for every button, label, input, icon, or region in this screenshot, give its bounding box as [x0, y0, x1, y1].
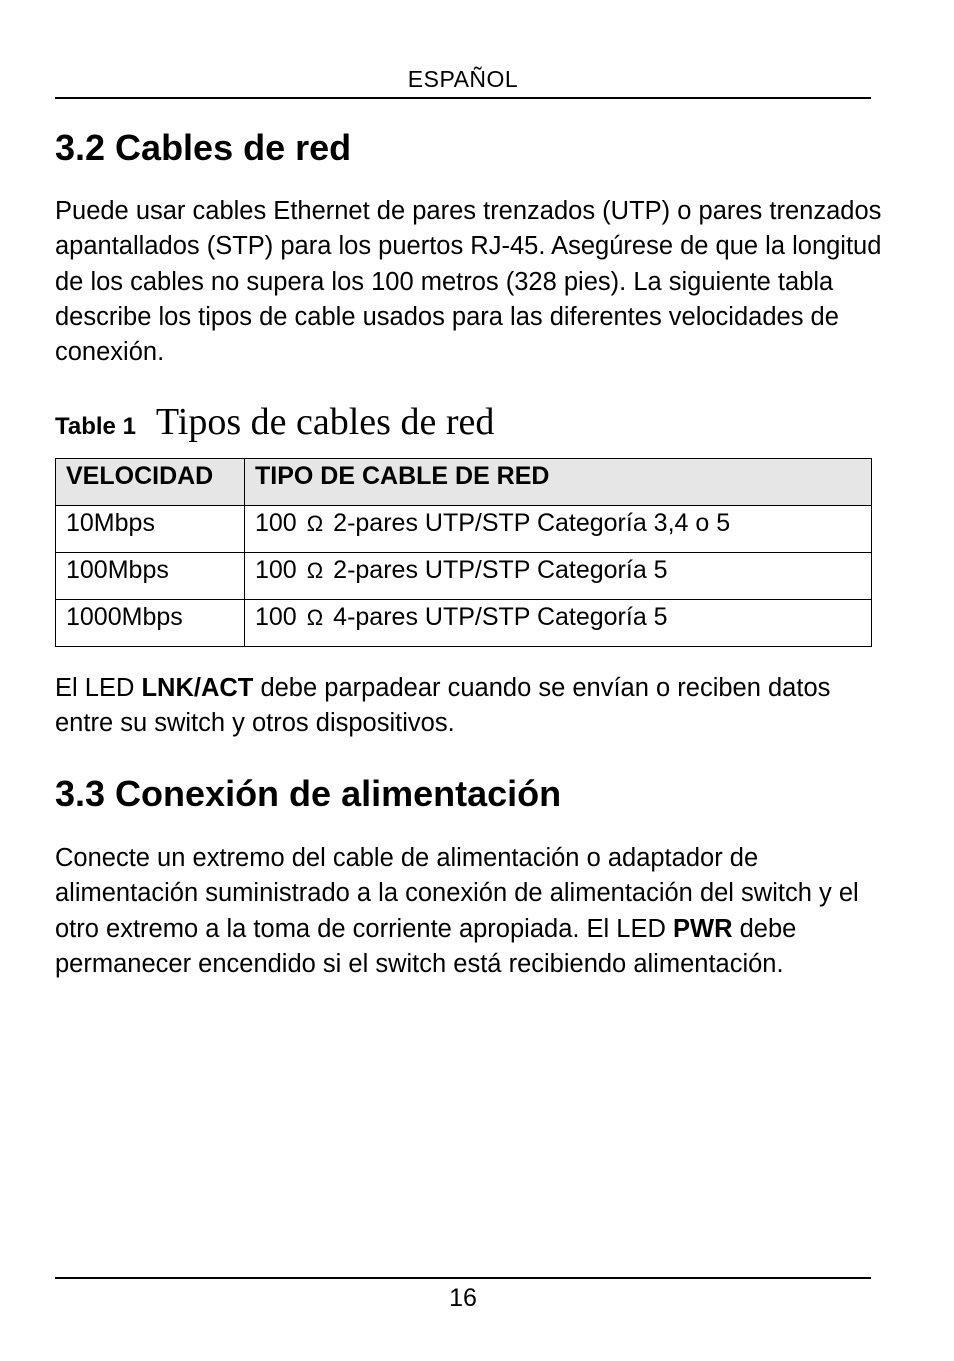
table-header-row [56, 459, 872, 506]
speed-cell: 100Mbps [56, 553, 245, 600]
section-heading-cables: 3.2 Cables de red [55, 127, 352, 168]
impedance-value: 100 [255, 556, 297, 584]
speed-cell: 10Mbps [56, 506, 245, 553]
column-header-cable-type: TIPO DE CABLE DE RED [245, 459, 872, 506]
impedance-value: 100 [255, 603, 297, 631]
power-text-prefix: Conecte un extremo del cable de alimentación o adaptador de alimentación suministrado a la conexión de alimentación del switch y el otro extremo a la toma de corriente apropiada. El LED [55, 844, 859, 943]
cable-description: 2-pares UTP/STP Categoría 5 [333, 556, 668, 584]
cable-type-cell [245, 600, 872, 647]
power-text-suffix: debe permanecer encendido si el switch está recibiendo alimentación. [55, 914, 797, 978]
table-caption-title: Tipos de cables de red [155, 401, 495, 443]
led-note-paragraph [55, 671, 885, 742]
page-number: 16 [449, 1284, 477, 1312]
cable-types-table [55, 458, 872, 647]
header-rule [55, 97, 871, 99]
cable-type-cell [245, 553, 872, 600]
cable-description: 4-pares UTP/STP Categoría 5 [333, 603, 668, 631]
led-note-suffix: debe parpadear cuando se envían o reciben datos entre su switch y otros dispositivos. [55, 674, 831, 738]
footer-rule [55, 1277, 871, 1279]
cable-type-cell [245, 506, 872, 553]
cables-intro-paragraph: Puede usar cables Ethernet de pares trenzados (UTP) o pares trenzados apantallados (STP) para los puertos RJ-45. Asegúrese de que la longitud de los cables no supera los 100 metros (328 pies). La siguiente tabla describe los tipos de cable usados para las diferentes velocidades de conexión. [55, 197, 882, 367]
column-header-speed: VELOCIDAD [56, 459, 245, 506]
table-caption-label: Table 1 [55, 413, 136, 440]
section-heading-power: 3.3 Conexión de alimentación [55, 773, 562, 814]
table-caption [55, 400, 494, 444]
ohm-icon: Ω [306, 511, 324, 536]
impedance-value: 100 [255, 509, 297, 537]
led-name-lnk-act: LNK/ACT [141, 674, 254, 702]
power-paragraph [55, 841, 885, 982]
speed-cell: 1000Mbps [56, 600, 245, 647]
led-note-prefix: El LED [55, 674, 142, 702]
cable-description: 2-pares UTP/STP Categoría 3,4 o 5 [333, 509, 731, 537]
table-row [56, 506, 872, 553]
led-name-pwr: PWR [673, 914, 733, 943]
header-language: ESPAÑOL [407, 66, 519, 92]
ohm-icon: Ω [306, 558, 324, 583]
ohm-icon: Ω [306, 605, 324, 630]
table-row [56, 600, 872, 647]
table-row [56, 553, 872, 600]
